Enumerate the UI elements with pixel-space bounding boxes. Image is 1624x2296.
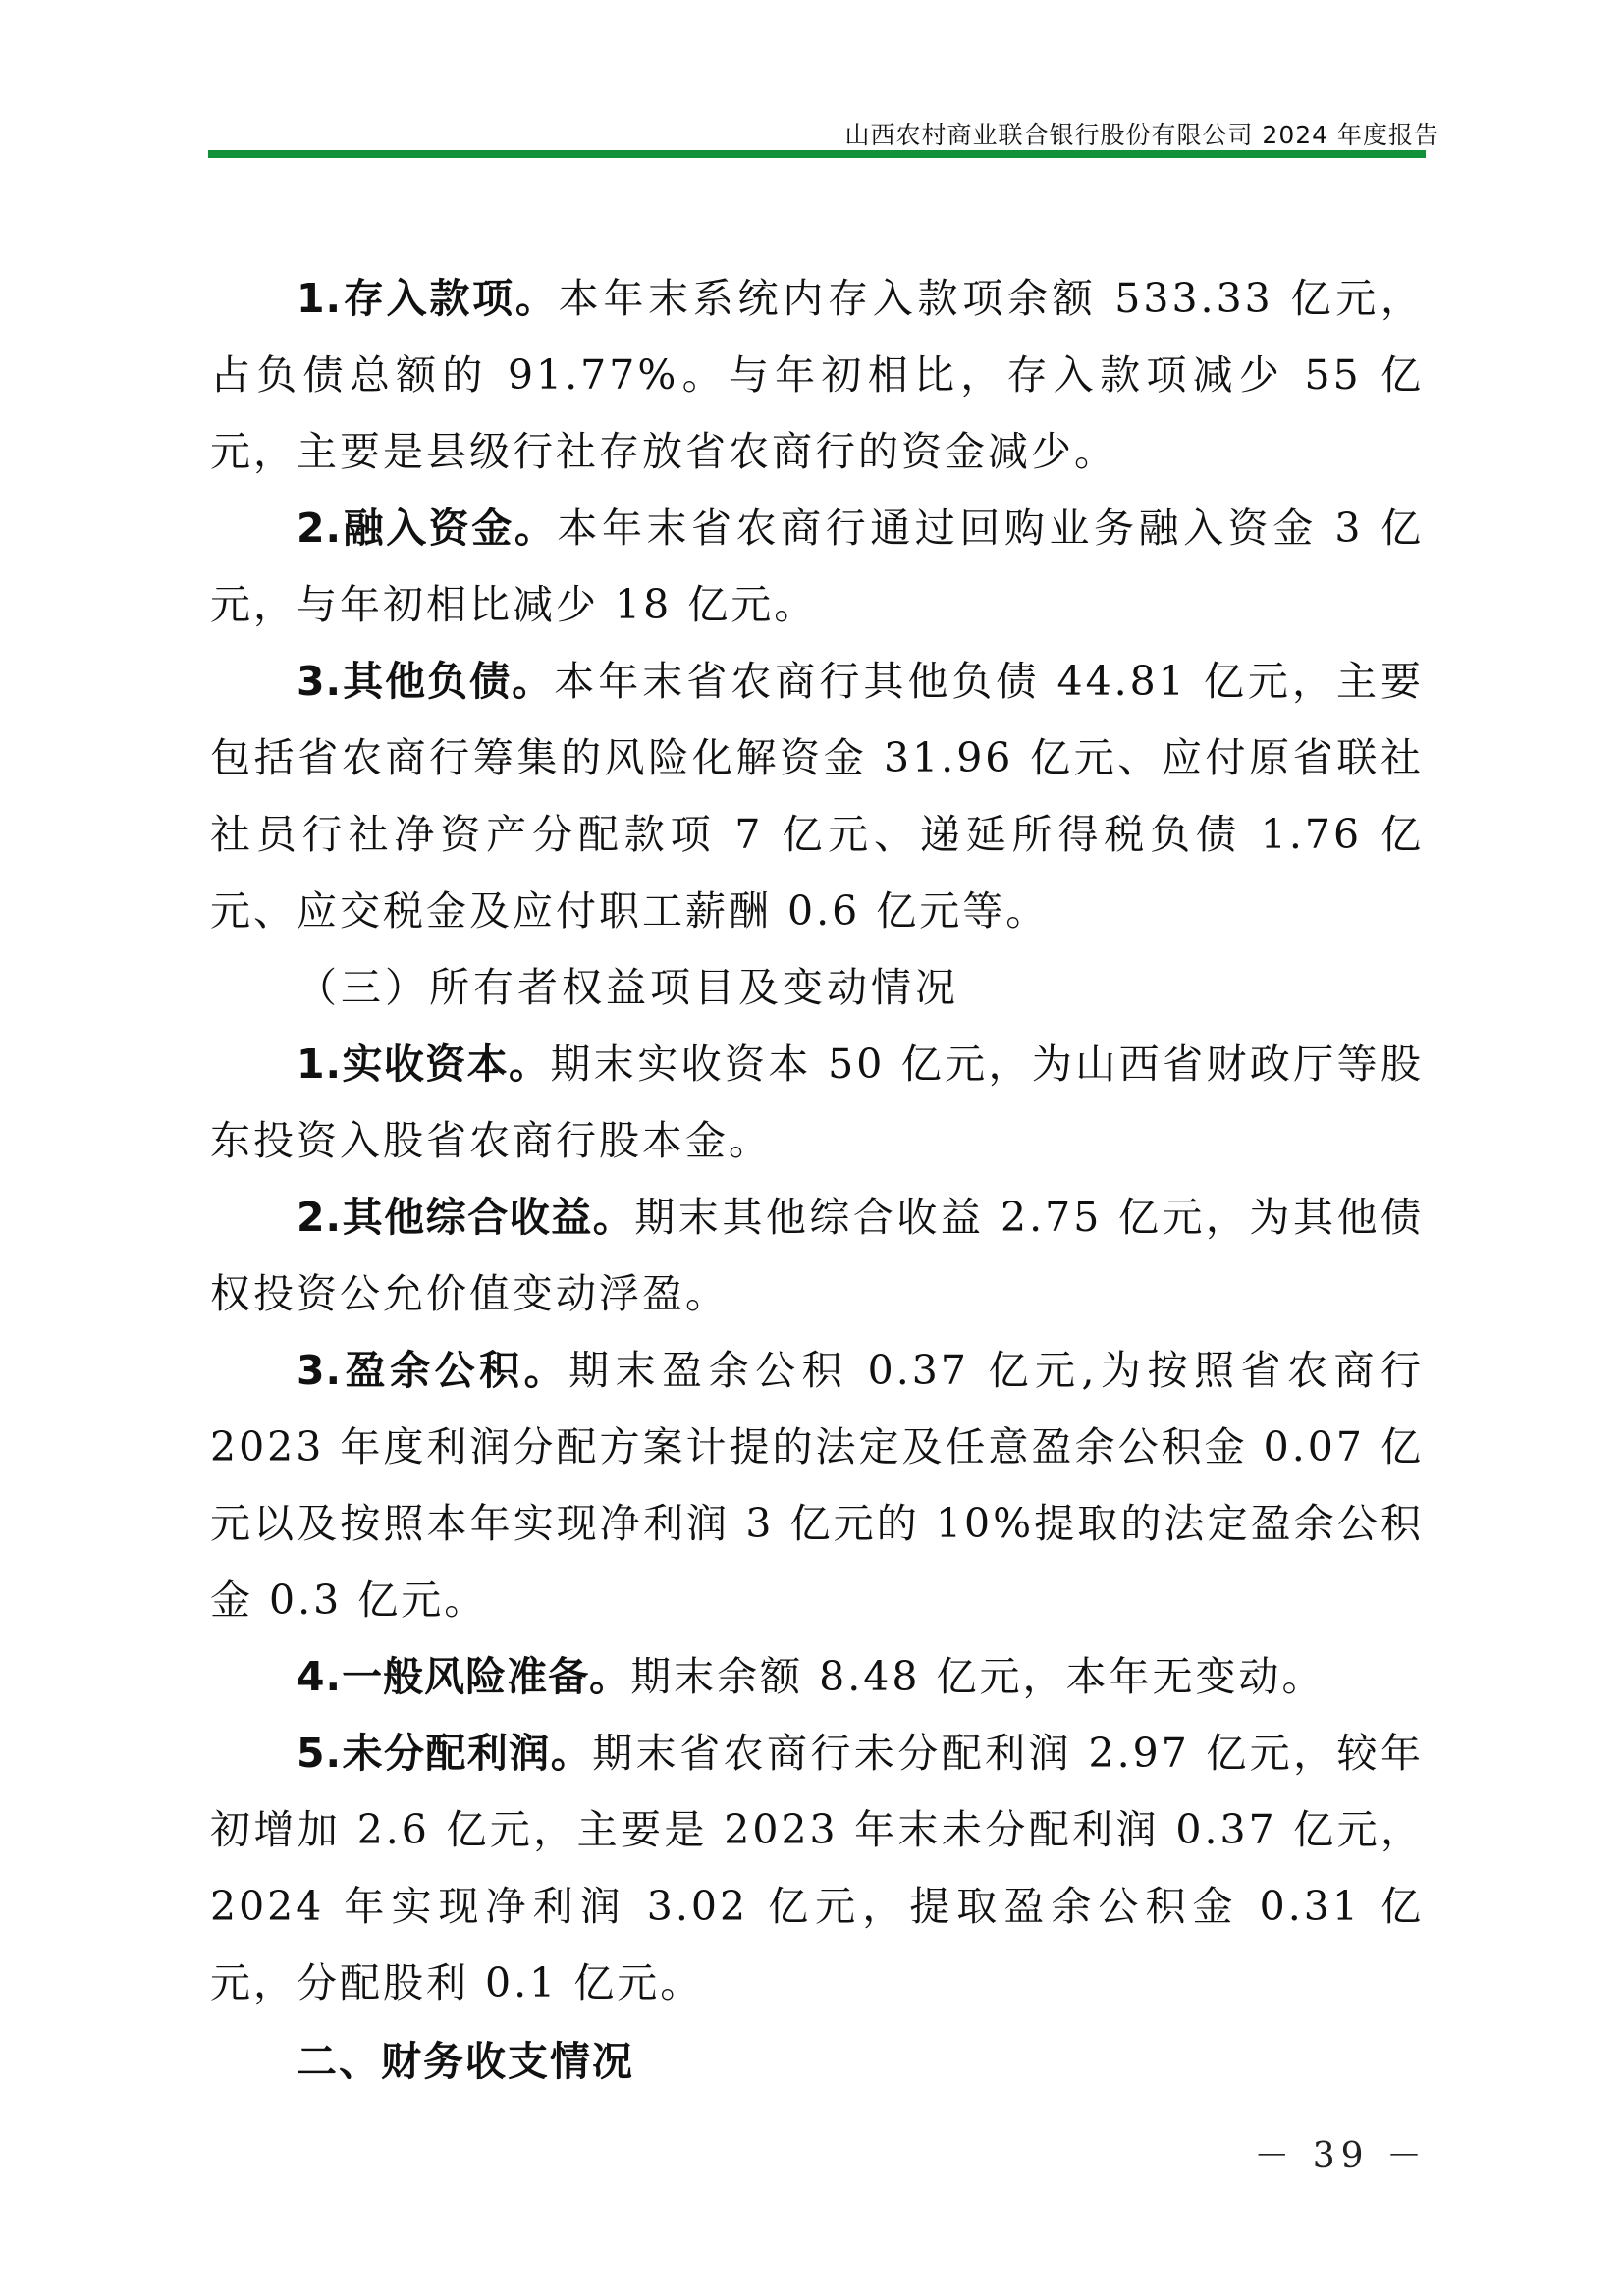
paragraph-lead: 5.未分配利润。 xyxy=(297,1730,593,1777)
paragraph xyxy=(210,1715,1424,2021)
paragraph-lead: 3.盈余公积。 xyxy=(297,1347,569,1394)
paragraph-text: 本年末省农商行通过回购业务融入资金 3 亿元，与年初相比减少 18 亿元。 xyxy=(210,505,1424,628)
paragraph-text: 期末盈余公积 0.37 亿元,为按照省农商行 2023 年度利润分配方案计提的法定及任意盈余公积金 0.07 亿元以及按照本年实现净利润 3 亿元的 10%提取的法定盈余公积金 0.3 亿元。 xyxy=(210,1347,1424,1624)
page-number: － 39 － xyxy=(1254,2136,1428,2176)
paragraph-lead: 2.融入资金。 xyxy=(297,505,558,552)
header-rule xyxy=(208,150,1426,158)
paragraph xyxy=(210,1026,1424,1179)
paragraph xyxy=(210,490,1424,643)
paragraph-text: 本年末系统内存入款项余额 533.33 亿元，占负债总额的 91.77%。与年初相比，存入款项减少 55 亿元，主要是县级行社存放省农商行的资金减少。 xyxy=(210,275,1424,475)
paragraph xyxy=(210,1638,1424,1715)
paragraph xyxy=(210,1332,1424,1638)
paragraph-lead: 1.存入款项。 xyxy=(297,275,559,322)
paragraph-lead: 2.其他综合收益。 xyxy=(297,1194,635,1241)
section-heading: 二、财务收支情况 xyxy=(297,2038,634,2085)
paragraph-lead: 1.实收资本。 xyxy=(297,1041,551,1088)
subsection-heading: （三）所有者权益项目及变动情况 xyxy=(297,964,959,1011)
paragraph xyxy=(210,260,1424,490)
paragraph-lead: 3.其他负债。 xyxy=(297,658,555,705)
paragraph xyxy=(210,643,1424,949)
running-header: 山西农村商业联合银行股份有限公司 2024 年度报告 xyxy=(844,121,1439,149)
paragraph-text: 期末省农商行未分配利润 2.97 亿元，较年初增加 2.6 亿元，主要是 2023 年末未分配利润 0.37 亿元，2024 年实现净利润 3.02 亿元，提取盈余公积金 0.31 亿元，分配股利 0.1 亿元。 xyxy=(210,1730,1424,2006)
paragraph-text: 期末余额 8.48 亿元，本年无变动。 xyxy=(630,1653,1326,1700)
paragraph-text: 期末其他综合收益 2.75 亿元，为其他债权投资公允价值变动浮盈。 xyxy=(210,1194,1424,1317)
body-text xyxy=(210,260,1424,2100)
paragraph-text: 本年末省农商行其他负债 44.81 亿元，主要包括省农商行筹集的风险化解资金 31.96 亿元、应付原省联社社员行社净资产分配款项 7 亿元、递延所得税负债 1.76 亿元、应交税金及应付职工薪酬 0.6 亿元等。 xyxy=(210,658,1424,934)
paragraph xyxy=(210,1179,1424,1332)
paragraph-lead: 4.一般风险准备。 xyxy=(297,1653,631,1700)
paragraph-text: 期末实收资本 50 亿元，为山西省财政厅等股东投资入股省农商行股本金。 xyxy=(210,1041,1424,1164)
